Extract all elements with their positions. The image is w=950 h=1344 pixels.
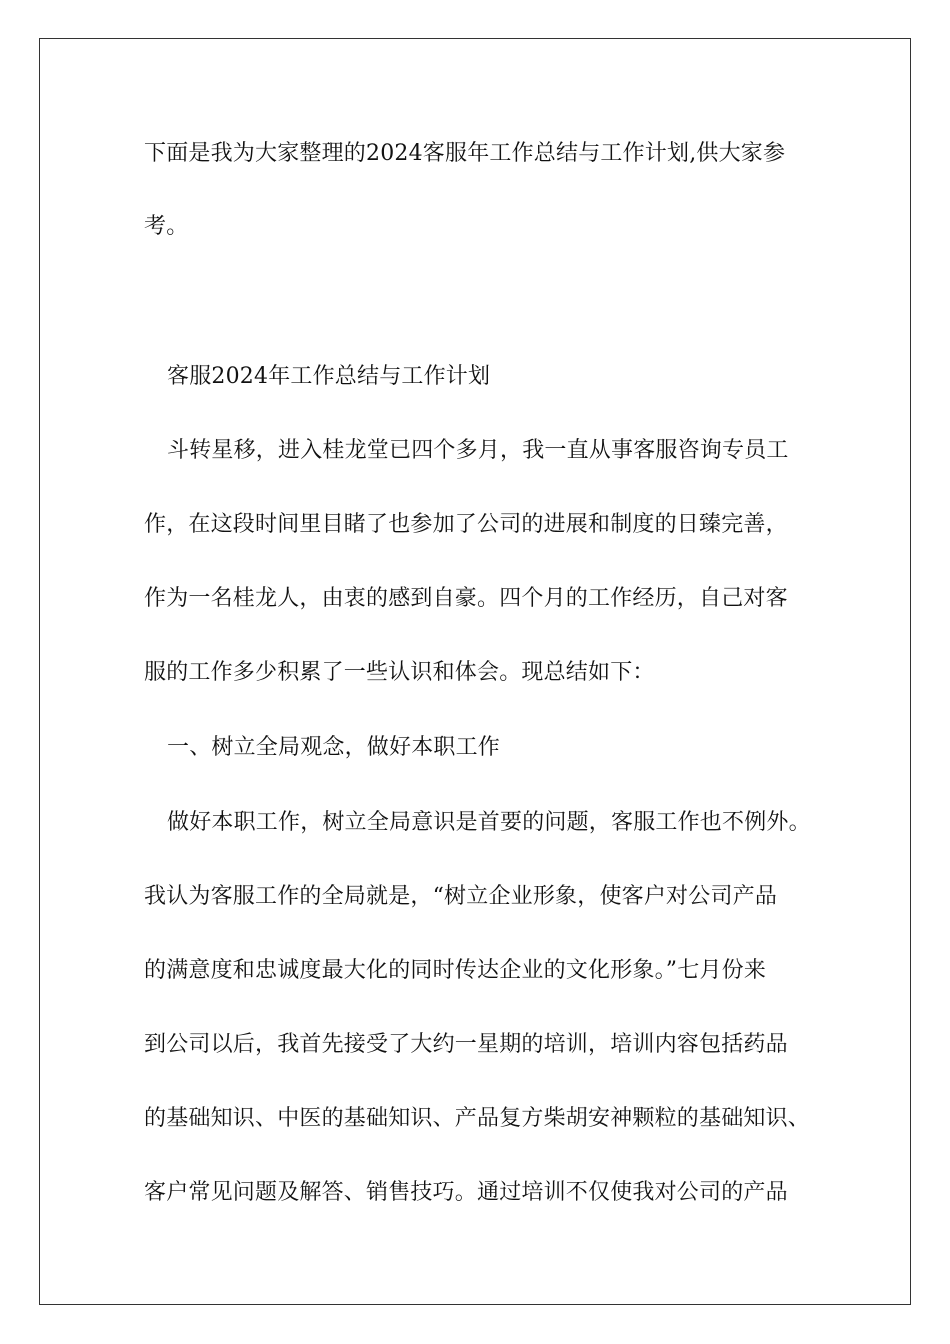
paragraph1-line-3: 作为一名桂龙人，由衷的感到自豪。四个月的工作经历，自己对客: [144, 586, 788, 611]
intro-line-2: 考。: [144, 214, 189, 239]
paragraph2-line-2: 我认为客服工作的全局就是，“树立企业形象，使客户对公司产品: [144, 884, 778, 909]
paragraph1-line-4: 服的工作多少积累了一些认识和体会。现总结如下：: [144, 660, 655, 685]
paragraph2-line-4: 到公司以后，我首先接受了大约一星期的培训，培训内容包括药品: [144, 1032, 788, 1057]
paragraph1-line-2: 作，在这段时间里目睹了也参加了公司的进展和制度的日臻完善，: [144, 512, 788, 537]
paragraph1-line-1: 斗转星移，进入桂龙堂已四个多月，我一直从事客服咨询专员工: [167, 438, 789, 463]
paragraph2-line-1: 做好本职工作，树立全局意识是首要的问题，客服工作也不例外。: [167, 810, 811, 835]
section1-heading: 一、树立全局观念，做好本职工作: [167, 735, 501, 760]
paragraph2-line-3: 的满意度和忠诚度最大化的同时传达企业的文化形象。”七月份来: [144, 958, 767, 983]
paragraph2-line-6: 客户常见问题及解答、销售技巧。通过培训不仅使我对公司的产品: [144, 1180, 788, 1205]
document-title: 客服2024年工作总结与工作计划: [167, 364, 491, 389]
paragraph2-line-5: 的基础知识、中医的基础知识、产品复方柴胡安神颗粒的基础知识、: [144, 1106, 811, 1131]
intro-line-1: 下面是我为大家整理的2024客服年工作总结与工作计划,供大家参: [144, 141, 786, 166]
